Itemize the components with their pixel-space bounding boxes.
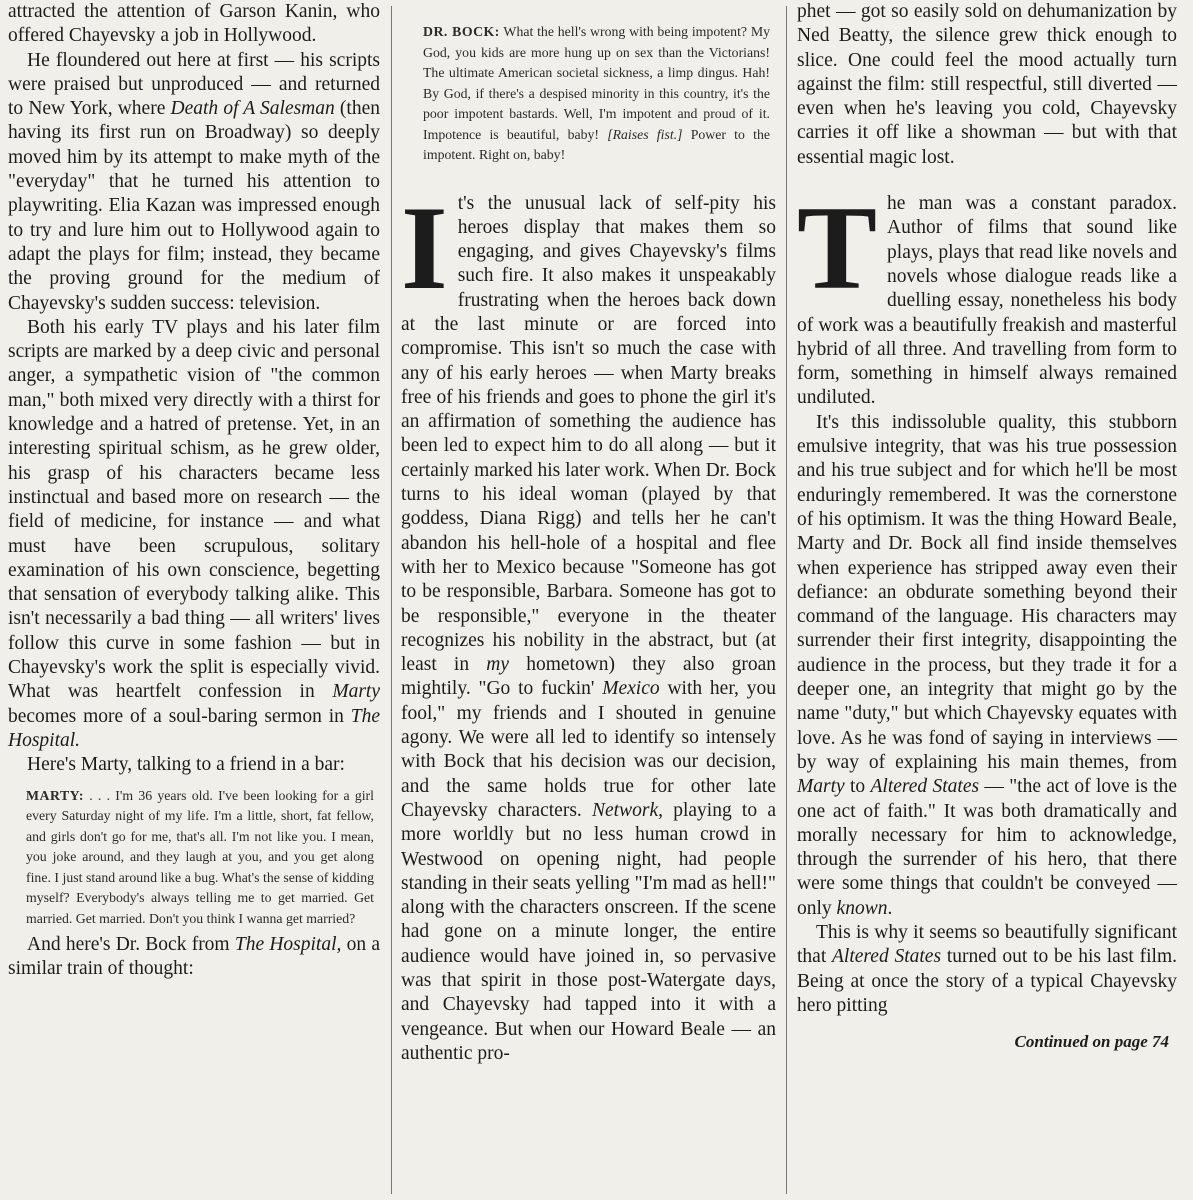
drop-cap: I <box>401 180 448 314</box>
title-italic: Death of A Salesman <box>170 98 335 120</box>
speaker-label: MARTY: <box>26 787 84 803</box>
paragraph: It's this indissoluble quality, this stubborn emulsive integrity, that was his true possession and his true subject and for which he'll be most enduringly remembered. It was the cornerstone of his optimism. It was the thing Howard Beale, Marty and Dr. Bock all find inside themselves when experience has stripped away even their defiance: an obdurate something beyond their command of the language. His characters may surrender their first integrity, disappointing the audience in the process, but they trade it for a deeper one, an integrity that might go by the name "duty," but which Chayevsky equates with love. As he was fond of saying in interviews — by way of explaining his main themes, from Marty to Altered States — "the act of love is the one act of faith." It was both dramatically and morally necessary for him to acknowledge, through the surrender of his hero, that there were some things that couldn't be conveyed — only known. <box>797 411 1177 919</box>
emphasis-italic: my <box>486 654 510 676</box>
title-italic: Network, <box>592 799 663 821</box>
column-middle <box>401 0 776 1200</box>
title-italic: Marty <box>332 681 380 703</box>
paragraph: He floundered out here at first — his scripts were praised but unproduced — and returned to New York, where Death of A Salesman (then having its first run on Broadway) so deeply moved him by its attempt to make myth of the "everyday" that he turned his attention to playwriting. Elia Kazan was impressed enough to try and lure him out to Hollywood again to adapt the plays for film; instead, they became the proving ground for the medium of Chayevsky's sudden success: television. <box>8 49 381 314</box>
column-right <box>797 0 1177 1200</box>
paragraph: And here's Dr. Bock from The Hospital, on a similar train of thought: <box>8 934 380 980</box>
column-left <box>8 0 380 1200</box>
emphasis-italic: known <box>836 897 888 919</box>
section-gap <box>401 170 776 192</box>
drop-cap: T <box>797 181 878 315</box>
column-rule <box>786 6 787 1194</box>
title-italic: The Hospital, <box>234 934 342 955</box>
block-quote-marty: MARTY: . . . I'm 36 years old. I've been looking for a girl every Saturday night of my life. I'm a little, short, fat fellow, and girls don't go for me, that's all. I'm not like you. I mean, you joke around, and they laugh at you, and you get along fine. I just stand around like a bug. What's the sense of kidding myself? Everybody's always telling me to get married. Get married. Get married. Don't you think I wanna get married? <box>26 787 374 926</box>
title-italic: Marty <box>797 776 845 798</box>
continued-on-page-link[interactable]: Continued on page 74 <box>1014 1032 1169 1052</box>
speaker-label: DR. BOCK: <box>423 24 500 39</box>
title-italic: Altered States <box>870 776 980 798</box>
block-quote-dr-bock: DR. BOCK: What the hell's wrong with being impotent? My God, you kids are more hung up on sex than the Victorians! The ultimate American societal sickness, a limp dingus. Hah! By God, if there's a despised minority in this country, it's the poor impotent bastards. Well, I'm impotent and proud of it. Impotence is beautiful, baby! [Raises fist.] Power to the impotent. Right on, baby! <box>423 24 770 162</box>
paragraph: Here's Marty, talking to a friend in a bar: <box>27 754 345 776</box>
paragraph: It's the unusual lack of self-pity his heroes display that makes them so engaging, and gives Chayevsky's films such fire. It also makes it unspeakably frustrating when the heroes back down at the last minute or are forced into compromise. This isn't so much the case with any of his early heroes — when Marty breaks free of his friends and goes to phone the girl it's an affirmation of something the audience has been led to expect him to do all along — but it certainly marked his later work. When Dr. Bock turns to his ideal woman (played by that goddess, Diana Rigg) and tells her he can't abandon his hell-hole of a hospital and flee with her to Mexico because "Someone has got to be responsible, Barbara. Someone has got to be responsible," everyone in the theater recognizes his nobility in the abstract, but (at least in my hometown) they also groan mightily. "Go to fuckin' Mexico with her, you fool," my friends and I shouted in genuine agony. We were all led to identify so intensely with Bock that his decision was our decision, and the same holds true for other late Chayevsky characters. Network, playing to a more worldly but no less human crowd in Westwood on opening night, had people standing in their seats yelling "I'm mad as hell!" along with the characters onscreen. If the scene had gone on a minute longer, the entire audience would have joined in, so pervasive was that spirit in those post-Watergate days, and Chayevsky had tapped into it with a vengeance. But when our Howard Beale — an authentic pro- <box>401 180 777 1064</box>
paragraph: attracted the attention of Garson Kanin, who offered Chayevsky a job in Hollywood. <box>8 1 380 47</box>
paragraph: phet — got so easily sold on dehumanization by Ned Beatty, the silence grew thick enough to slice. One could feel the mood actually turn against the film: still respectful, still diverted — even when he's leaving you cold, Chayevsky carries it off like a showman — but with that essential magic lost. <box>797 1 1177 168</box>
stage-direction: [Raises fist.] <box>607 126 683 142</box>
paragraph: This is why it seems so beautifully significant that Altered States turned out to be his last film. Being at once the story of a typical Chayevsky hero pitting <box>797 921 1177 1016</box>
title-italic: The Hospital. <box>8 705 380 751</box>
paragraph: The man was a constant paradox. Author of films that sound like plays, plays that read like novels and novels whose dialogue reads like a duelling essay, nonetheless his body of work was a beautifully freakish and masterful hybrid of all three. And travelling from form to form, something in himself always remained undiluted. <box>797 181 1177 409</box>
paragraph: Both his early TV plays and his later film scripts are marked by a deep civic and personal anger, a sympathetic vision of "the common man," both mixed very directly with a thirst for knowledge and a hatred of pretense. Yet, in an interesting spiritual schism, as he grew older, his grasp of his characters became less instinctual and based more on research — the field of medicine, for instance — and what must have been scrupulous, solitary examination of his own conscience, begetting that sensation of everybody talking alike. This isn't necessarily a bad thing — all writers' lives follow this curve in some fashion — but in Chayevsky's work the split is especially vivid. What was heartfelt confession in Marty becomes more of a soul-baring sermon in The Hospital. <box>8 316 380 751</box>
title-italic: Altered States <box>832 946 942 968</box>
column-rule <box>391 6 392 1194</box>
emphasis-italic: Mexico <box>602 678 660 700</box>
